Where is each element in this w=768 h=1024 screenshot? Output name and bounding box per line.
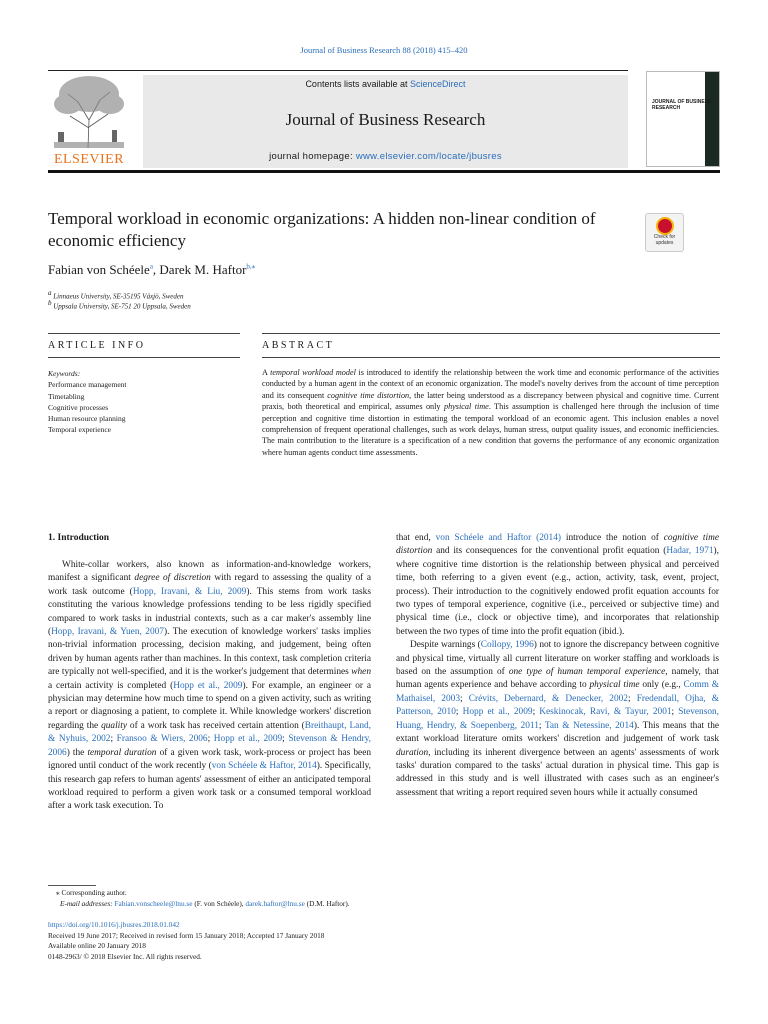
abstract-subrule [262,357,720,358]
affiliation-text: Uppsala University, SE-751 20 Uppsala, Sweden [53,302,191,311]
emphasis-run: quality [101,720,128,731]
text-run: White-collar workers, also known as information-and-knowledge workers, manifest a significant [48,560,371,584]
contents-line [143,79,628,89]
text-run: ; [455,707,463,718]
text-run: ). This means that the extant workload literature omits workers' discretion and judgement of work task [396,720,720,745]
citation-link[interactable]: Fransoo & Wiers, 2006 [116,734,208,745]
section-heading-introduction: 1. Introduction [48,533,110,543]
crossmark-badge [656,217,674,235]
contents-prefix: Contents lists available at [305,79,408,89]
body-column-right [396,532,719,800]
citation-link[interactable]: Hopp et al., 2009 [462,707,533,718]
sciencedirect-link[interactable]: ScienceDirect [410,79,466,89]
citation-link[interactable]: Collopy, 1996 [480,640,534,651]
abstract-segment: is introduced to identify the relationship between the work time and economic performance of the activities conducted by a human agent in the context of an economic organization. The model's novelty derives from the account of time perception and its consequent [262,368,719,400]
emphasis-run: cognitive time distortion [396,533,719,557]
abstract-emphasis: physical time [443,402,489,412]
author-name: Darek M. Haftor [159,262,247,277]
body-paragraph [48,559,371,814]
article-info-rule [48,333,240,334]
elsevier-tree-logo-icon [48,72,130,150]
email-link[interactable]: Fabian.vonscheele@lnu.se [114,898,193,908]
citation-link[interactable]: von Schéele and Haftor (2014) [435,533,561,543]
citation-link[interactable]: Hadar, 1971 [666,546,714,557]
text-run: ; [532,707,540,718]
text-run: ), where cognitive time distortion is the relationship between physical and perceived time, both referring to a given event (e.g., action, activity, task, event, project, process). Their introduction to the cognitively endowed profit equation accounts for two types of temporal experience, cognitive (i.e., perceived or subjective time) and physical time (i.e., clock or objective time), and incorporates that relationship between the two types of time into the profit equation (ibid.). [396,546,719,637]
author-name: Fabian von Schéele [48,262,150,277]
cover-title: JOURNAL OF BUSINESS RESEARCH [652,99,712,111]
text-run: , namely, that human agents experience and behave according to [396,667,719,691]
citation-link[interactable]: Keskinocak, Ravi, & Tayur, 2001 [539,707,672,718]
text-run: of a work task has received certain attention ( [127,720,305,731]
masthead [48,70,720,174]
affiliation-mark: b [48,299,52,307]
text-run: introduce the notion of [561,533,664,543]
masthead-top-rule [48,70,628,71]
text-run: ; [538,720,545,731]
abstract-segment: A [262,368,271,377]
affiliation-text: Linnaeus University, SE-35195 Växjö, Sweden [53,292,184,301]
email-owner: (F. von Schéele), [192,898,246,908]
journal-title: Journal of Business Research [285,110,486,129]
author-affil-mark[interactable]: a [149,262,153,271]
cover-stripe [705,72,719,166]
masthead-bottom-rule [48,170,720,173]
footnote-rule [48,885,96,886]
text-run: with regard to assessing the quality of a work task outcome ( [48,573,371,597]
abstract-rule [262,333,720,334]
keyword-item: Human resource planning [48,414,126,424]
text-run: ; [207,734,214,745]
online-date: Available online 20 January 2018 [48,941,146,951]
text-run: ) not to ignore the discrepancy between cognitive and physical time, virtually all current literature on worker staffing and workloads is based on the assumption of [396,640,719,678]
author-affil-mark[interactable]: b,⁎ [246,262,256,271]
crossmark-label: Check for updates [653,234,676,246]
text-run: ; [460,693,469,704]
abstract-heading: ABSTRACT [262,340,335,351]
text-run: ). The execution of knowledge workers' tasks implies non-trivial information processing, decision making, and judgement, being often driven by human agents rather than machines. In this context, task completion criteria are typically not well-specified, and it is the worker's judgement that determines [48,627,371,678]
email-line [48,899,350,910]
citation-link[interactable]: Crévits, Debernard, & Denecker, 2002 [468,693,628,704]
article-info-heading: ARTICLE INFO [48,340,146,351]
citation-link[interactable]: Hopp et al., 2009 [173,680,243,691]
journal-cover-icon[interactable] [646,71,720,167]
text-run: ; [627,693,637,704]
email-owner: (D.M. Haftor). [304,898,350,908]
citation-link[interactable]: Hopp et al., 2009 [213,734,283,745]
text-run: , including its inherent divergence between an agents' assessments of work tasks' duration compared to the tasks' actual duration in physical time. This gap is addressed in this study and is well illustrated with cases such as an engineer's assessment that writing a report required seven hours while it actually consumed [396,747,719,798]
abstract-emphasis: cognitive time distortion [327,390,410,400]
abstract-segment: . This assumption is challenged here through the inclusion of time perception and cognitive time distortion in estimating the temporal workload of an economic agent. This inclusion enables a novel comprehension of frequent operational challenges, such as work delays, human stress, output quality issues, and economic inefficiencies. The main contribution to the literature is a specification of a new condition that governs the performance of any economic organization where human agents conduct time assessments. [262,402,719,457]
citation-link[interactable]: Hopp, Iravani, & Liu, 2009 [132,586,247,597]
publisher-name: ELSEVIER [53,152,125,167]
keyword-item: Cognitive processes [48,402,109,412]
emphasis-run: when [351,667,371,678]
abstract-segment: , the latter being understood as a discrepancy between physical and cognitive time. Current praxis, both theoretical and empirical, assumes only [262,390,720,412]
keywords-label: Keywords: [48,369,81,378]
abstract-emphasis: temporal workload model [270,368,356,377]
citation-link[interactable]: Stevenson, Huang, Hendry, & Soepenberg, 2011 [396,707,720,731]
keyword-item: Temporal experience [48,425,111,435]
text-run: ). Specifically, this research gap refers to human agents' assessment of either an anticipated temporal workload required to perform a given work task or a consumed temporal workload after a work task execution. To [48,761,371,812]
emphasis-run: one type of human temporal experience [508,667,666,678]
text-run: that end, [396,533,436,543]
homepage-prefix: journal homepage: [269,151,353,162]
corresponding-author-note: ⁎ Corresponding author. [56,888,127,897]
emphasis-run: physical time [589,680,640,691]
footnotes [48,888,350,909]
emphasis-run: duration [396,747,429,758]
text-run: only (e.g., [639,680,684,691]
elsevier-logo[interactable] [48,72,140,168]
citation-link[interactable]: Stevenson & Hendry, 2006 [48,734,371,758]
body-column-left [48,559,371,814]
body-paragraph [396,532,719,639]
affiliation [48,299,191,310]
emphasis-run: degree of discretion [134,573,211,584]
doi-link[interactable]: https://doi.org/10.1016/j.jbusres.2018.01.042 [48,920,180,929]
article-info-subrule [48,357,240,358]
citation-link[interactable]: Fredendall, Ojha, & Patterson, 2010 [396,693,719,718]
text-run: of a given work task, work-process or project has been ignored until conduct of the work recently ( [48,747,372,772]
citation-link[interactable]: Hopp, Iravani, & Yuen, 2007 [51,627,164,638]
publication-info [48,920,324,962]
keyword-item: Timetabling [48,391,85,401]
text-run: and its consequences for the conventional profit equation ( [432,546,667,557]
crossmark-icon[interactable] [645,213,684,252]
journal-banner [143,75,628,168]
author-list: Fabian von Schéele$^a$, Darek M. Haftor$^{b,⁎}$ [48,262,256,277]
text-run: ; [282,734,289,745]
text-run: a certain activity is completed ( [48,680,174,691]
article-title: Temporal workload in economic organizations: A hidden non-linear condition of economic efficiency [48,209,596,250]
text-run: ) the [66,747,88,758]
emphasis-run: temporal duration [87,747,157,758]
received-dates: Received 19 June 2017; Received in revised form 15 January 2018; Accepted 17 January 2018 [48,930,325,940]
keywords-block [48,368,127,436]
text-run: ). This stems from work tasks constituting the various knowledge professions tending to be less rigidly specified compared to work tasks in industrial contexts, such as a car maker's assembly line ( [48,586,371,638]
text-run: Despite warnings ( [410,640,481,651]
text-run: ). For example, an engineer or a physician may determine how much time to spend on a given activity, such as writing a report or diagnosing a patient, to complete it. While knowledge workers' discretion regarding the [48,680,372,731]
text-run: ; [671,707,679,718]
journal-homepage [143,151,628,162]
keyword-item: Performance management [48,380,127,390]
email-label: E-mail addresses: [60,898,113,908]
citation-link[interactable]: Tan & Netessine, 2014 [544,720,634,731]
email-link[interactable]: darek.haftor@lnu.se [245,898,305,908]
body-paragraph [396,639,719,800]
homepage-link[interactable]: www.elsevier.com/locate/jbusres [355,151,502,162]
citation-link[interactable]: Comm & Mathaisel, 2003 [396,680,720,704]
affiliation-mark: a [48,289,52,297]
citation-link[interactable]: Breithaupt, Land, & Nyhuis, 2002 [48,720,372,745]
journal-reference[interactable]: Journal of Business Research 88 (2018) 415–420 [300,45,468,55]
citation-link[interactable]: von Schéele & Haftor, 2014 [211,761,317,772]
abstract-text [262,367,719,458]
text-run: ; [110,734,117,745]
copyright-line: 0148-2963/ © 2018 Elsevier Inc. All rights reserved. [48,951,202,961]
